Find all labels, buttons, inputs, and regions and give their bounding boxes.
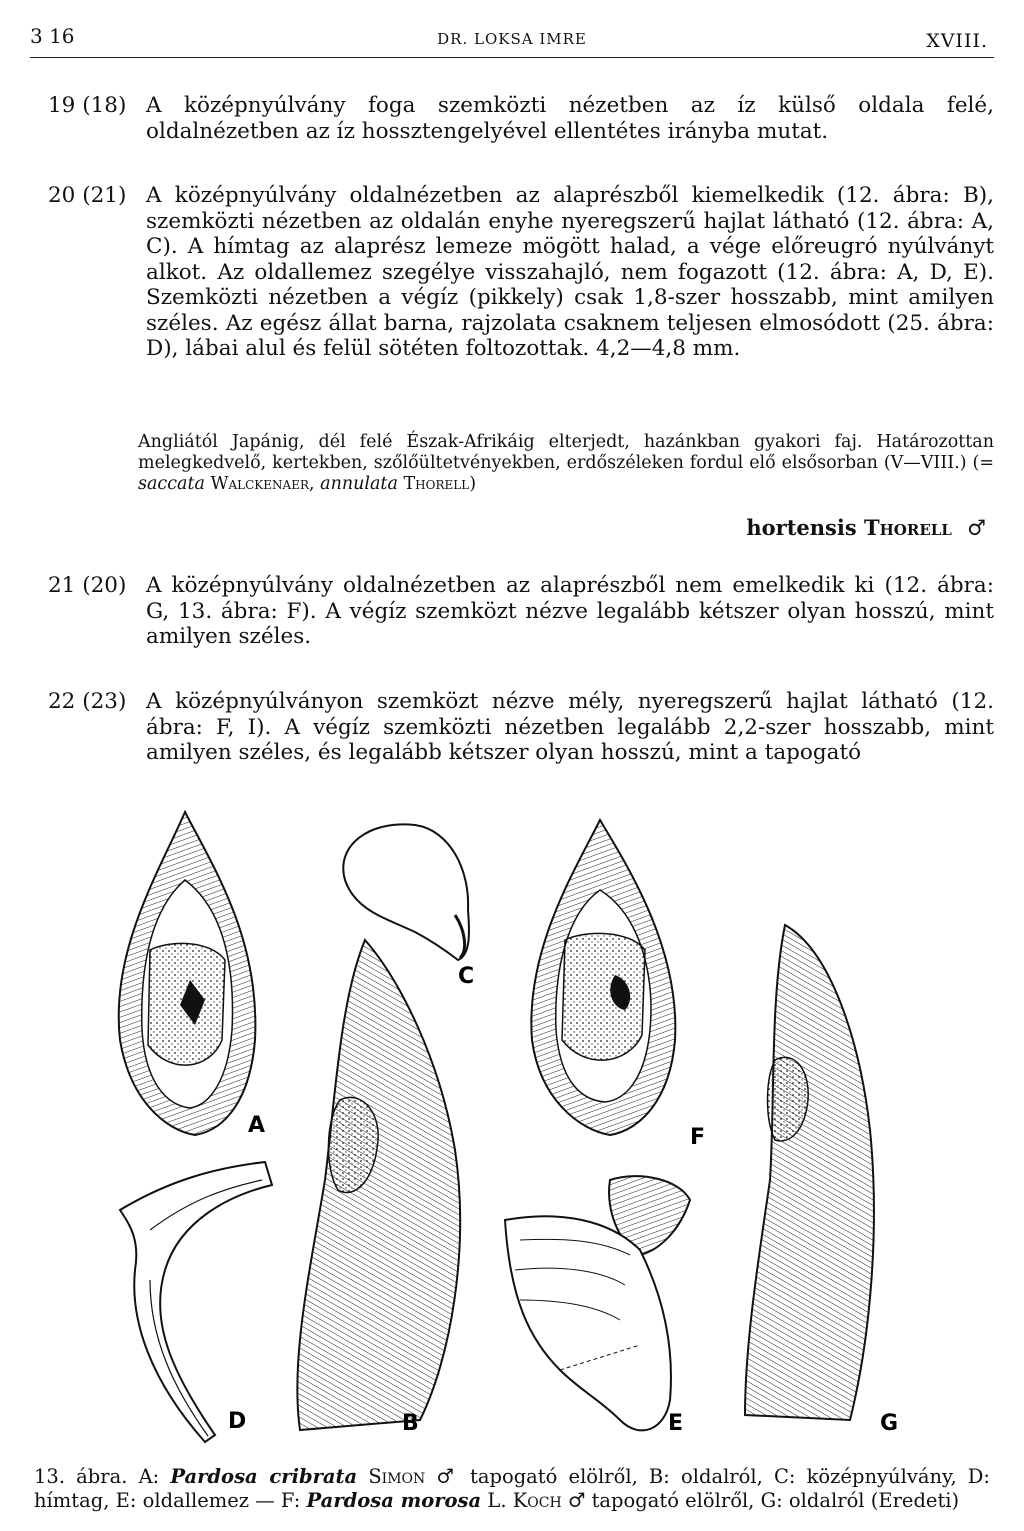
caption-species-1: Pardosa cribrata [170,1465,358,1488]
note-end: ) [469,474,477,494]
distribution-note [138,432,994,495]
volume-number: XVIII. [926,30,988,52]
caption-species-2-author: L. Koch [487,1489,562,1512]
figure-label-c: C [458,964,475,989]
figure-drawings [0,800,1024,1460]
drawing-e-lateral-plate [505,1176,690,1430]
couplet-text: A középnyúlvány oldalnézetben az alaprészből kiemelkedik (12. ábra: B), szemközti nézetben az oldalán enyhe nyeregszerű hajlat látható (12. ábra: A, C). A hímtag az alaprész lemeze mögött halad, a vége előreugró nyúlványt alkot. Az oldallemez szegélye visszahajló, nem fogazott (12. ábra: A, D, E). Szemközti nézetben a végíz (pikkely) csak 1,8-szer hosszabb, mint amilyen széles. Az egész állat barna, rajzolata csaknem teljesen elmosódott (25. ábra: D), lábai alul és felül sötéten foltozottak. 4,2—4,8 mm. [146,183,994,361]
figure-plate [0,800,1024,1460]
species-name: hortensis [746,515,857,540]
note-text: Angliától Japánig, dél felé Észak-Afrikáig elterjedt, hazánkban gyakori faj. Határozottan melegkedvelő, kertekben, szőlőültetvényekben, erdőszéleken fordul elő elsősorban (V—VIII.) (= [138,432,994,473]
caption-end: ♂ tapogató elölről, G: oldalról (Eredeti) [561,1489,960,1512]
note-separator: , [309,474,321,494]
caption-species-2: Pardosa morosa [306,1489,482,1512]
figure-label-g: G [880,1411,899,1436]
drawing-b-palp-lateral [297,940,460,1430]
species-result [746,515,986,540]
couplet-text: A középnyúlvány oldalnézetben az alaprészből nem emelkedik ki (12. ábra: G, 13. ábra: F). A végíz szemközt nézve legalább kétszer olyan hosszú, mint amilyen széles. [146,573,994,649]
synonym-1-author: Walckenaer [210,474,309,494]
figure-label-f: F [690,1125,706,1150]
synonym-1: saccata [138,474,205,494]
synonym-2: annulata [320,474,398,494]
synonym-2-author: Thorell [403,474,470,494]
drawing-d-embolus [120,1162,272,1442]
page-number: 3 16 [30,24,75,48]
couplet-number: 19 (18) [48,93,127,118]
male-symbol: ♂ [967,516,986,540]
caption-middle: ♂ tapogató elölről, B: oldalról, C: középnyúlvány, D: hímtag, E: oldallemez — F: [34,1465,990,1512]
couplet-number: 21 (20) [48,573,127,598]
running-head-author: DR. LOKSA IMRE [437,30,587,48]
caption-species-1-author: Simon [368,1465,426,1488]
key-couplet-22 [48,689,994,766]
key-couplet-19 [48,93,994,144]
figure-label-e: E [668,1411,684,1436]
couplet-number: 22 (23) [48,689,127,714]
figure-label-d: D [228,1409,247,1434]
figure-label-a: A [248,1113,266,1138]
key-couplet-20 [48,183,994,362]
caption-prefix: 13. ábra. A: [34,1465,171,1488]
drawing-f-palp-frontal [531,820,675,1135]
figure-caption [34,1465,990,1513]
couplet-text: A középnyúlvány foga szemközti nézetben az íz külső oldala felé, oldalnézetben az íz hossztengelyével ellentétes irányba mutat. [146,93,994,144]
couplet-text: A középnyúlványon szemközt nézve mély, nyeregszerű hajlat látható (12. ábra: F, I). A végíz szemközti nézetben legalább 2,2-szer hosszabb, mint amilyen széles, és legalább kétszer olyan hosszú, mint a tapogató [146,689,994,765]
key-couplet-21 [48,573,994,650]
drawing-a-palp-frontal [119,812,256,1135]
couplet-number: 20 (21) [48,183,127,208]
figure-label-b: B [402,1411,419,1436]
species-author: Thorell [864,515,952,540]
drawing-g-palp-lateral [745,925,874,1420]
drawing-c-median-apophysis [343,824,469,960]
header-rule [30,57,994,58]
